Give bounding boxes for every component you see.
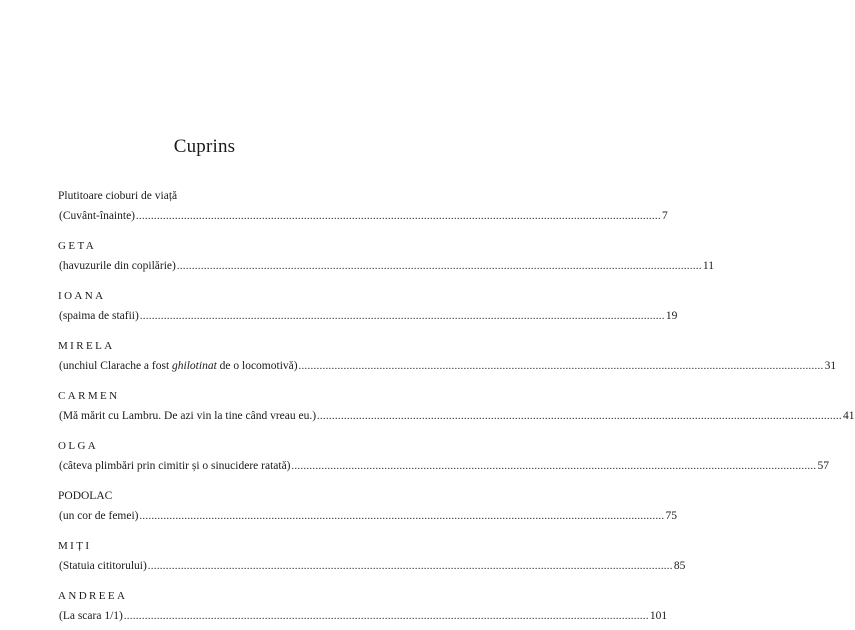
dot-leader: ...............................................................................................................................................................................: [317, 411, 843, 422]
toc-entry-subtitle: (havuzurile din copilărie): [59, 260, 176, 272]
subtitle-emphasis: ghilotinat: [172, 360, 217, 372]
toc-entry-subtitle: (La scara 1/1): [59, 610, 123, 622]
toc-entry-subtitle: (Mă mărit cu Lambru. De azi vin la tine când vreau eu.): [59, 410, 317, 422]
toc-entry-heading: CARMEN: [58, 390, 120, 402]
dot-leader: ...............................................................................................................................................................................: [123, 611, 649, 622]
toc-entry-line: [58, 206, 668, 226]
toc-entry-heading: OLGA: [58, 440, 99, 452]
toc-entry-line: [58, 606, 668, 626]
subtitle-part: (unchiul Clarache a fost: [59, 360, 173, 372]
toc-entry-preface: [58, 186, 668, 226]
toc-entry-page-number: 85: [673, 560, 686, 572]
toc-entry-subtitle: (Cuvânt-înainte): [59, 210, 136, 222]
toc-entry-heading: GETA: [58, 240, 97, 252]
toc-entry-subtitle: (spaima de stafii): [59, 310, 139, 322]
toc-entry-line: [58, 406, 855, 426]
dot-leader: ...............................................................................................................................................................................: [139, 511, 665, 522]
toc-entry-heading: MIȚI: [58, 540, 92, 552]
toc-entry-heading: ANDREEA: [58, 590, 128, 602]
toc-entry-heading: MIRELA: [58, 340, 115, 352]
toc-entry-heading: Plutitoare cioburi de viață: [58, 190, 178, 202]
dot-leader: ...............................................................................................................................................................................: [139, 311, 665, 322]
toc-entry-page-number: 75: [665, 510, 678, 522]
dot-leader: ...............................................................................................................................................................................: [291, 461, 817, 472]
toc-entry-subtitle: [59, 356, 298, 376]
toc-entry-mirela: [58, 336, 837, 376]
toc-entry-andreea: [58, 586, 668, 626]
toc-entry-line: [58, 306, 678, 326]
toc-entry-subtitle: (un cor de femei): [59, 510, 139, 522]
toc-entry-geta: [58, 236, 714, 276]
toc-entry-carmen: [58, 386, 855, 426]
toc-entry-heading: PODOLAC: [58, 490, 113, 502]
toc-entry-page-number: 11: [702, 260, 714, 272]
toc-entry-page-number: 57: [817, 460, 830, 472]
toc-entry-ioana: [58, 286, 678, 326]
dot-leader: ...............................................................................................................................................................................: [147, 561, 673, 572]
toc-entry-page-number: 41: [843, 410, 855, 422]
toc-entry-miti: [58, 536, 686, 576]
toc-entry-line: [58, 356, 837, 376]
dot-leader: ...............................................................................................................................................................................: [176, 261, 702, 272]
toc-entry-page-number: 7: [662, 210, 668, 222]
toc-entry-subtitle: (Statuia cititorului): [59, 560, 147, 572]
toc-entry-page-number: 31: [824, 360, 837, 372]
toc-entry-page-number: 101: [649, 610, 668, 622]
toc-entry-heading: IOANA: [58, 290, 106, 302]
toc-entry-subtitle: (câteva plimbări prin cimitir și o sinucidere ratată): [59, 460, 291, 472]
toc-entry-line: [58, 456, 830, 476]
toc-entry-line: [58, 256, 714, 276]
toc-entry-line: [58, 556, 686, 576]
subtitle-part: de o locomotivă): [216, 360, 298, 372]
toc-entry-line: [58, 506, 678, 526]
toc-entry-olga: [58, 436, 830, 476]
dot-leader: ...............................................................................................................................................................................: [136, 211, 662, 222]
dot-leader: ...............................................................................................................................................................................: [298, 361, 824, 372]
toc-entry-page-number: 19: [665, 310, 678, 322]
table-of-contents: [58, 186, 855, 626]
toc-entry-podolac: [58, 486, 678, 526]
page-title: Cuprins: [173, 136, 236, 157]
